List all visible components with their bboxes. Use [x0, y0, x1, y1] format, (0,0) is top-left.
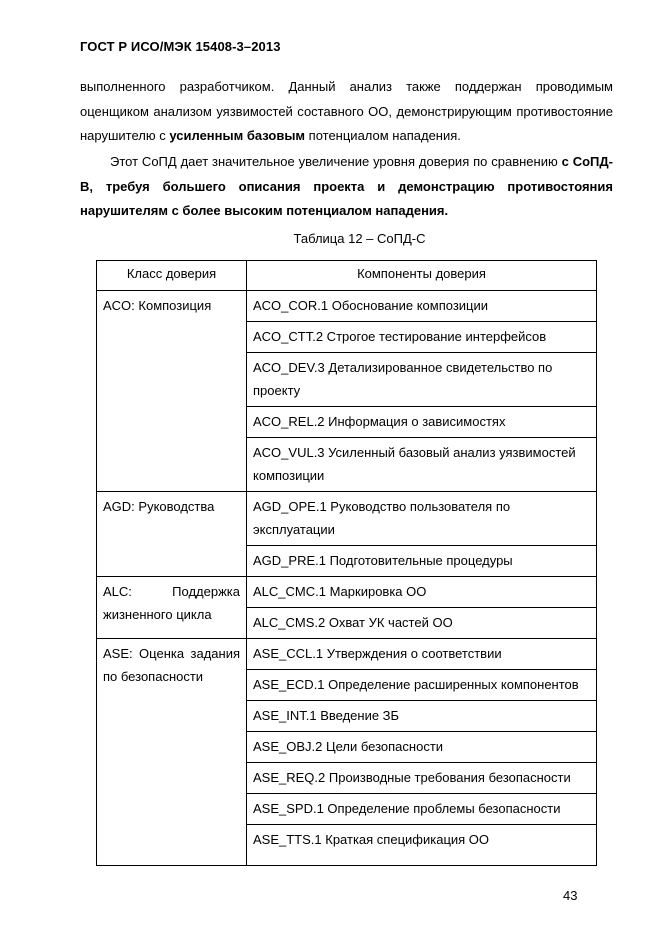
table-header-row [97, 261, 597, 291]
component-cell: ASE_CCL.1 Утверждения о соответствии [247, 639, 597, 670]
paragraph-1-end: потенциалом нападения. [305, 128, 461, 143]
page-number: 43 [563, 888, 578, 903]
class-cell [97, 492, 247, 577]
header-class: Класс доверия [97, 261, 247, 291]
assurance-table [96, 260, 597, 866]
component-cell: AGD_OPE.1 Руководство пользователя по эксплуатации [247, 492, 597, 546]
table-row [97, 639, 597, 670]
document-header: ГОСТ Р ИСО/МЭК 15408-3–2013 [80, 39, 281, 54]
table-row [97, 291, 597, 322]
paragraph-2-bold: с СоПД-В, требуя большего описания проекта и демонстрацию противостояния нарушителям с более высоким потенциалом нападения. [80, 154, 613, 218]
component-cell: ALC_CMS.2 Охват УК частей ОО [247, 608, 597, 639]
component-cell: ACO_VUL.3 Усиленный базовый анализ уязвимостей композиции [247, 438, 597, 492]
class-label-line1: ALC: Поддержка [103, 584, 240, 599]
class-cell [97, 577, 247, 639]
paragraph-1 [80, 75, 613, 149]
class-cell [97, 639, 247, 866]
component-cell: ASE_ECD.1 Определение расширенных компонентов [247, 670, 597, 701]
component-cell: ASE_TTS.1 Краткая спецификация ОО [247, 825, 597, 866]
table-row [97, 577, 597, 608]
component-cell: ACO_CTT.2 Строгое тестирование интерфейсов [247, 322, 597, 353]
component-cell: AGD_PRE.1 Подготовительные процедуры [247, 546, 597, 577]
paragraph-2-text: Этот СоПД дает значительное увеличение уровня доверия по сравнению [110, 154, 562, 169]
component-cell: ACO_COR.1 Обоснование композиции [247, 291, 597, 322]
paragraph-1-text: выполненного разработчиком. Данный анализ также поддержан проводимым оценщиком анализом уязвимостей составного ОО, демонстрирующим противостояние нарушителю с [80, 79, 613, 143]
class-label: AGD: Руководства [103, 499, 215, 514]
class-label-line2: по безопасности [103, 669, 204, 684]
component-cell: ACO_DEV.3 Детализированное свидетельство по проекту [247, 353, 597, 407]
class-label: ACO: Композиция [103, 298, 212, 313]
component-cell: ASE_SPD.1 Определение проблемы безопасности [247, 794, 597, 825]
table-row [97, 492, 597, 546]
component-cell: ACO_REL.2 Информация о зависимостях [247, 407, 597, 438]
header-components: Компоненты доверия [247, 261, 597, 291]
table-caption: Таблица 12 – СоПД-С [293, 231, 426, 246]
paragraph-2 [80, 150, 613, 224]
class-cell [97, 291, 247, 492]
component-cell: ASE_OBJ.2 Цели безопасности [247, 732, 597, 763]
paragraph-1-bold: усиленным базовым [169, 128, 306, 143]
component-cell: ASE_REQ.2 Производные требования безопасности [247, 763, 597, 794]
class-label-line2: жизненного цикла [103, 607, 212, 622]
component-cell: ALC_CMC.1 Маркировка ОО [247, 577, 597, 608]
component-cell: ASE_INT.1 Введение ЗБ [247, 701, 597, 732]
class-label-line1: ASE: Оценка задания [103, 646, 240, 661]
